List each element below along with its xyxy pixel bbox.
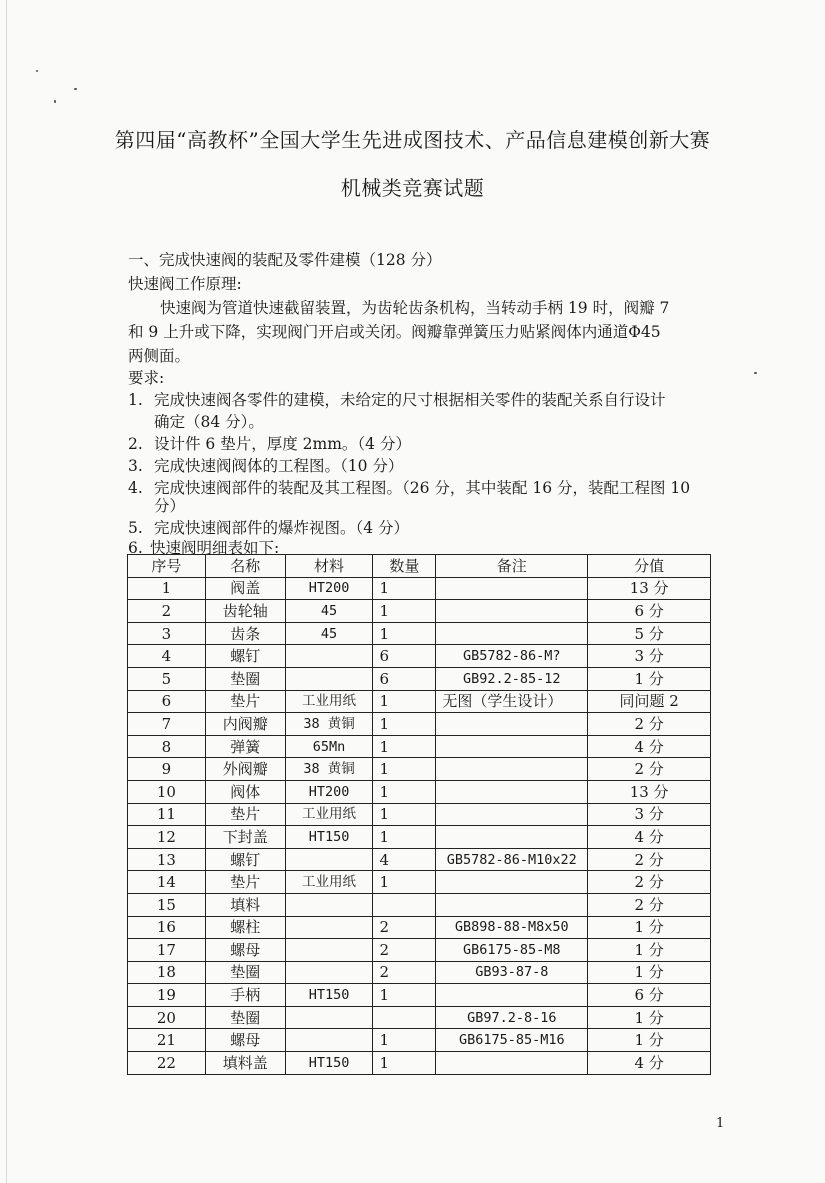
cell-score: 6 分: [588, 984, 711, 1007]
table-row: [128, 735, 711, 758]
cell-remark: [436, 713, 588, 736]
requirements-label: 要求:: [128, 369, 165, 387]
table-row: [128, 803, 711, 826]
cell-name: 螺柱: [205, 916, 285, 939]
cell-material: [285, 1029, 373, 1052]
cell-quantity: 2: [373, 939, 436, 962]
cell-quantity: 1: [373, 984, 436, 1007]
requirement-text: 完成快速阀各零件的建模，未给定的尺寸根据相关零件的装配关系自行设计: [154, 391, 666, 409]
cell-material: 45: [285, 600, 373, 623]
cell-remark: [436, 871, 588, 894]
document-title: 第四届“高教杯”全国大学生先进成图技术、产品信息建模创新大赛: [114, 128, 711, 152]
column-header-score: 分值: [588, 555, 711, 578]
cell-name: 垫圈: [205, 1006, 285, 1029]
cell-quantity: 4: [373, 848, 436, 871]
cell-name: 垫片: [205, 690, 285, 713]
cell-index: 16: [128, 916, 206, 939]
table-row: [128, 939, 711, 962]
cell-score: 1 分: [588, 939, 711, 962]
cell-remark: [436, 622, 588, 645]
cell-index: 5: [128, 667, 206, 690]
cell-remark: [436, 735, 588, 758]
page-number: 1: [716, 1116, 725, 1131]
cell-material: 45: [285, 622, 373, 645]
cell-material: 工业用纸: [285, 871, 373, 894]
cell-index: 14: [128, 871, 206, 894]
cell-name: 填料盖: [205, 1052, 285, 1075]
cell-name: 手柄: [205, 984, 285, 1007]
cell-index: 4: [128, 645, 206, 668]
scan-speck: [54, 100, 56, 103]
cell-index: 17: [128, 939, 206, 962]
cell-material: [285, 1006, 373, 1029]
cell-quantity: 2: [373, 961, 436, 984]
cell-name: 齿条: [205, 622, 285, 645]
cell-remark: [436, 826, 588, 849]
table-row: [128, 577, 711, 600]
cell-name: 垫圈: [205, 961, 285, 984]
cell-name: 阀盖: [205, 577, 285, 600]
column-header-material: 材料: [285, 555, 373, 578]
table-row: [128, 826, 711, 849]
table-row: [128, 667, 711, 690]
cell-material: HT150: [285, 826, 373, 849]
cell-score: 13 分: [588, 577, 711, 600]
cell-remark: 无图（学生设计）: [436, 690, 588, 713]
cell-name: 下封盖: [205, 826, 285, 849]
table-row: [128, 780, 711, 803]
cell-index: 13: [128, 848, 206, 871]
cell-material: 工业用纸: [285, 803, 373, 826]
cell-index: 11: [128, 803, 206, 826]
cell-score: 1 分: [588, 1029, 711, 1052]
cell-score: 同问题 2: [588, 690, 711, 713]
cell-name: 垫圈: [205, 667, 285, 690]
cell-index: 7: [128, 713, 206, 736]
cell-material: 65Mn: [285, 735, 373, 758]
table-row: [128, 916, 711, 939]
requirement-continuation: 分）: [154, 497, 186, 515]
cell-score: 2 分: [588, 893, 711, 916]
cell-remark: GB898-88-M8x50: [436, 916, 588, 939]
cell-material: 工业用纸: [285, 690, 373, 713]
cell-score: 3 分: [588, 803, 711, 826]
requirement-number: 6.: [128, 539, 143, 557]
table-row: [128, 961, 711, 984]
requirement-text: 完成快速阀阀体的工程图。（10 分）: [154, 457, 404, 475]
table-row: [128, 1052, 711, 1075]
cell-score: 4 分: [588, 826, 711, 849]
column-header-remark: 备注: [436, 555, 588, 578]
cell-score: 1 分: [588, 961, 711, 984]
table-row: [128, 622, 711, 645]
requirement-item: [128, 388, 666, 410]
cell-score: 3 分: [588, 645, 711, 668]
cell-index: 18: [128, 961, 206, 984]
cell-remark: GB93-87-8: [436, 961, 588, 984]
column-header-index: 序号: [128, 555, 206, 578]
cell-quantity: [373, 893, 436, 916]
cell-quantity: 1: [373, 1052, 436, 1075]
table-row: [128, 871, 711, 894]
cell-score: 5 分: [588, 622, 711, 645]
cell-quantity: 1: [373, 1029, 436, 1052]
column-header-name: 名称: [205, 555, 285, 578]
cell-score: 1 分: [588, 667, 711, 690]
cell-material: [285, 916, 373, 939]
principle-label: 快速阀工作原理:: [128, 275, 242, 293]
principle-text-line: 和 9 上升或下降，实现阀门开启或关闭。阀瓣靠弹簧压力贴紧阀体内通道Φ45: [128, 323, 661, 341]
cell-material: 38 黄铜: [285, 758, 373, 781]
requirement-item: [128, 454, 403, 476]
document-subtitle: 机械类竞赛试题: [340, 176, 485, 200]
requirement-continuation: 确定（84 分）。: [154, 413, 264, 431]
cell-quantity: 6: [373, 667, 436, 690]
cell-remark: GB5782-86-M?: [436, 645, 588, 668]
cell-index: 3: [128, 622, 206, 645]
cell-index: 12: [128, 826, 206, 849]
cell-material: [285, 893, 373, 916]
cell-index: 22: [128, 1052, 206, 1075]
cell-quantity: 1: [373, 803, 436, 826]
cell-name: 垫片: [205, 803, 285, 826]
column-header-quantity: 数量: [373, 555, 436, 578]
cell-score: 13 分: [588, 780, 711, 803]
table-row: [128, 984, 711, 1007]
cell-remark: [436, 758, 588, 781]
principle-text-line: 两侧面。: [128, 347, 191, 365]
requirement-number: 4.: [128, 479, 143, 497]
cell-score: 2 分: [588, 713, 711, 736]
cell-name: 螺母: [205, 1029, 285, 1052]
cell-name: 弹簧: [205, 735, 285, 758]
cell-material: 38 黄铜: [285, 713, 373, 736]
section-heading: 一、完成快速阀的装配及零件建模（128 分）: [128, 251, 442, 269]
table-header-row: [128, 555, 711, 578]
cell-score: 1 分: [588, 1006, 711, 1029]
cell-material: [285, 645, 373, 668]
table-row: [128, 758, 711, 781]
cell-name: 内阀瓣: [205, 713, 285, 736]
cell-material: HT150: [285, 984, 373, 1007]
cell-quantity: 1: [373, 758, 436, 781]
table-row: [128, 645, 711, 668]
requirement-number: 3.: [128, 457, 143, 475]
cell-material: [285, 939, 373, 962]
cell-name: 阀体: [205, 780, 285, 803]
cell-quantity: 1: [373, 577, 436, 600]
scan-speck: [754, 372, 757, 374]
requirement-number: 2.: [128, 435, 143, 453]
cell-quantity: 1: [373, 826, 436, 849]
cell-material: HT200: [285, 577, 373, 600]
scan-speck: [36, 70, 38, 72]
cell-remark: [436, 600, 588, 623]
cell-remark: [436, 893, 588, 916]
cell-remark: [436, 577, 588, 600]
cell-quantity: [373, 1006, 436, 1029]
cell-index: 2: [128, 600, 206, 623]
cell-index: 9: [128, 758, 206, 781]
cell-remark: GB92.2-85-12: [436, 667, 588, 690]
cell-remark: GB5782-86-M10x22: [436, 848, 588, 871]
cell-quantity: 1: [373, 713, 436, 736]
cell-score: 1 分: [588, 916, 711, 939]
cell-quantity: 2: [373, 916, 436, 939]
scan-speck: [74, 88, 77, 90]
parts-list-body: [128, 577, 711, 1074]
cell-quantity: 1: [373, 735, 436, 758]
requirement-text: 设计件 6 垫片，厚度 2mm。（4 分）: [154, 435, 411, 453]
cell-name: 螺钉: [205, 645, 285, 668]
cell-score: 2 分: [588, 758, 711, 781]
cell-score: 6 分: [588, 600, 711, 623]
cell-index: 6: [128, 690, 206, 713]
cell-quantity: 1: [373, 600, 436, 623]
cell-index: 10: [128, 780, 206, 803]
cell-material: HT150: [285, 1052, 373, 1075]
cell-remark: [436, 780, 588, 803]
cell-material: [285, 961, 373, 984]
cell-quantity: 1: [373, 622, 436, 645]
cell-material: HT200: [285, 780, 373, 803]
table-row: [128, 1006, 711, 1029]
cell-quantity: 6: [373, 645, 436, 668]
cell-index: 1: [128, 577, 206, 600]
cell-remark: [436, 803, 588, 826]
cell-quantity: 1: [373, 780, 436, 803]
requirement-item: [128, 432, 411, 454]
table-row: [128, 893, 711, 916]
cell-score: 2 分: [588, 848, 711, 871]
cell-score: 4 分: [588, 735, 711, 758]
cell-quantity: 1: [373, 690, 436, 713]
cell-name: 外阀瓣: [205, 758, 285, 781]
cell-remark: GB97.2-8-16: [436, 1006, 588, 1029]
requirement-item: [128, 476, 690, 498]
cell-name: 垫片: [205, 871, 285, 894]
requirement-number: 1.: [128, 391, 143, 409]
cell-remark: [436, 1052, 588, 1075]
cell-index: 15: [128, 893, 206, 916]
requirement-text: 完成快速阀部件的装配及其工程图。（26 分，其中装配 16 分，装配工程图 10: [154, 479, 691, 497]
cell-material: [285, 667, 373, 690]
cell-index: 21: [128, 1029, 206, 1052]
cell-remark: GB6175-85-M16: [436, 1029, 588, 1052]
parts-list-table: [127, 554, 711, 1075]
requirement-text: 快速阀明细表如下:: [150, 539, 280, 557]
cell-name: 齿轮轴: [205, 600, 285, 623]
cell-remark: GB6175-85-M8: [436, 939, 588, 962]
cell-index: 19: [128, 984, 206, 1007]
cell-name: 螺母: [205, 939, 285, 962]
cell-name: 螺钉: [205, 848, 285, 871]
table-row: [128, 690, 711, 713]
cell-remark: [436, 984, 588, 1007]
cell-score: 4 分: [588, 1052, 711, 1075]
table-row: [128, 713, 711, 736]
requirement-number: 5.: [128, 519, 143, 537]
cell-score: 2 分: [588, 871, 711, 894]
cell-index: 8: [128, 735, 206, 758]
table-row: [128, 600, 711, 623]
requirement-item: [128, 516, 409, 538]
principle-text-line: 快速阀为管道快速截留装置，为齿轮齿条机构，当转动手柄 19 时，阀瓣 7: [160, 299, 670, 317]
cell-quantity: 1: [373, 871, 436, 894]
cell-name: 填料: [205, 893, 285, 916]
table-row: [128, 1029, 711, 1052]
cell-material: [285, 848, 373, 871]
table-row: [128, 848, 711, 871]
cell-index: 20: [128, 1006, 206, 1029]
requirement-text: 完成快速阀部件的爆炸视图。（4 分）: [154, 519, 410, 537]
